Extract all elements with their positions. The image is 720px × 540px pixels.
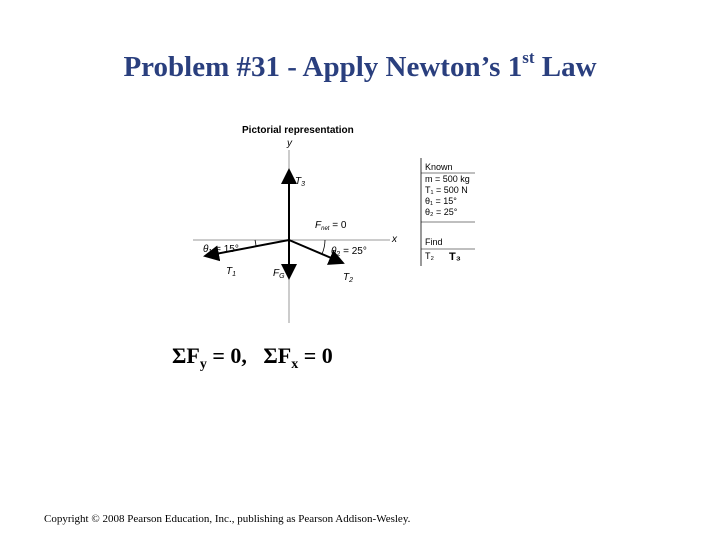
slide-title	[0, 48, 720, 84]
title-main: Problem #31 - Apply Newton’s 1	[123, 51, 523, 83]
axis-x-label: x	[392, 234, 397, 245]
title-superscript: st	[522, 48, 535, 67]
axis-y-label: y	[287, 138, 292, 149]
theta2-label: $\theta_2 = 25^\circ$	[331, 246, 367, 258]
t1-label: $T_1$	[226, 266, 237, 278]
known-line-mass: m = 500 kg	[425, 174, 470, 184]
theta1-arc	[255, 240, 256, 246]
diagram-heading: Pictorial representation	[242, 125, 354, 136]
theta2-arc	[322, 240, 325, 254]
overlay-t3-label: T₃	[449, 251, 461, 263]
known-line-theta1: θ₁ = 15°	[425, 196, 457, 206]
fg-label: $F_G$	[273, 268, 285, 280]
title-end: Law	[534, 51, 597, 83]
theta1-label: $\theta_1 = 15^\circ$	[203, 244, 239, 256]
pictorial-diagram	[185, 118, 485, 328]
fnet-label: $F_{net} = 0$	[315, 220, 347, 232]
copyright-notice: Copyright © 2008 Pearson Education, Inc., publishing as Pearson Addison-Wesley.	[44, 513, 411, 525]
known-line-t1: T₁ = 500 N	[425, 185, 468, 195]
known-box	[421, 158, 475, 266]
equilibrium-equation: $\Sigma F_y = 0$, $\Sigma F_x = 0$	[172, 343, 333, 372]
find-heading: Find	[425, 237, 443, 247]
t3-label: $T_3$	[295, 176, 306, 188]
find-line: T₂	[425, 251, 434, 261]
t2-label: $T_2$	[343, 272, 354, 284]
known-line-theta2: θ₂ = 25°	[425, 207, 458, 217]
known-heading: Known	[425, 162, 453, 172]
